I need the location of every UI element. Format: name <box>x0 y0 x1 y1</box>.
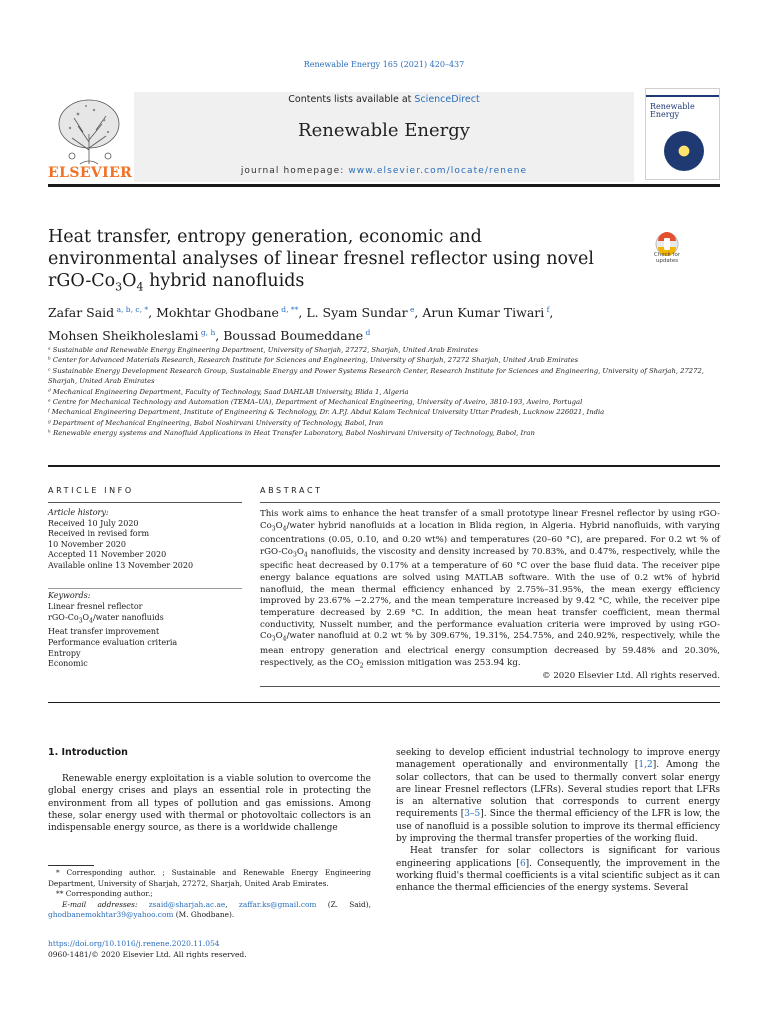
author-separator: , <box>215 328 224 344</box>
author-separator: , <box>298 305 307 321</box>
author-affiliation-mark[interactable]: f <box>544 305 550 314</box>
author-list <box>48 300 688 346</box>
paragraph-text: Heat transfer for solar collectors is significant for various engineering applications [ <box>396 846 720 869</box>
email-link[interactable]: ghodbanemokhtar39@yahoo.com <box>48 910 174 920</box>
abstract-subscript: 3 <box>271 525 276 533</box>
keyword-subscript: 4 <box>89 617 93 625</box>
reference-link[interactable]: 3–5 <box>464 809 481 820</box>
abstract-copyright: © 2020 Elsevier Ltd. All rights reserved. <box>542 671 720 681</box>
keyword-text: /water nanofluids <box>92 612 164 622</box>
abstract-bottom-rule <box>260 686 720 687</box>
title-text: hybrid nanofluids <box>143 271 305 291</box>
footnote-rule <box>48 865 94 866</box>
author-separator: , <box>414 305 423 321</box>
author-name[interactable]: Boussad Boumeddane <box>223 328 364 344</box>
author-name[interactable]: Zafar Said <box>48 305 115 321</box>
abstract-subscript: 4 <box>282 525 287 533</box>
journal-citation[interactable]: Renewable Energy 165 (2021) 420–437 <box>303 60 465 69</box>
abstract-span: O <box>275 631 283 642</box>
article-title <box>48 226 608 299</box>
contents-line <box>134 94 634 105</box>
keywords-label: Keywords: <box>48 591 91 600</box>
affiliation: ᵇ Center for Advanced Materials Research, Research Institute for Sciences and Engineering, University of Sharjah, 27272 Sharjah, United Arab Emirates <box>48 356 579 365</box>
footnote-star: * Corresponding author. ; Sustainable and Renewable Energy Engineering Department, University of Sharjah, 27272, Sharjah, United Arab Emirates. <box>48 868 371 888</box>
author-affiliation-mark[interactable]: g, h <box>198 328 216 338</box>
affiliation: ʰ Renewable energy systems and Nanofluid Applications in Heat Transfer Laboratory, Babol Noshirvani University of Technology, Babol, Iran <box>48 429 535 438</box>
paragraph: Renewable energy exploitation is a viable solution to overcome the global energy crises and plays an essential role in protecting the environment from all types of pollution and gas emissions. Among these, solar energy used with thermal or photovoltaic collectors is an indispensable energy source, as there is a worldwide challenge <box>48 774 371 834</box>
keyword: Economic <box>48 659 88 669</box>
cover-sun-graphic <box>664 131 704 171</box>
abstract-span: emission mitigation was 253.94 kg. <box>363 657 521 668</box>
abstract-span: O <box>296 546 304 557</box>
keyword-text: rGO-Co <box>48 612 79 622</box>
paragraph-text: ]. Among the solar collectors, that can be used to thermally convert solar energy are linear Fresnel reflectors (LFRs). Several studies report that LFRs is an alternative solution that corresponds to current energy requirements [ <box>396 760 720 820</box>
affiliation: ᵍ Department of Mechanical Engineering, Babol Noshirvani University of Technology, Babol, Iran <box>48 418 384 427</box>
title-subscript: 3 <box>115 280 123 294</box>
paragraph-text: seeking to develop efficient industrial technology to improve energy management operationally and environmentally [ <box>396 748 720 771</box>
article-history <box>48 508 242 572</box>
affiliation: ᵈ Mechanical Engineering Department, Faculty of Technology, Saad DAHLAB University, Blida 1, Algeria <box>48 387 409 396</box>
affiliation: ᵃ Sustainable and Renewable Energy Engineering Department, University of Sharjah, 27272, Sharjah, United Arab Emirates <box>48 346 478 354</box>
author-affiliation-mark[interactable]: d <box>363 328 371 338</box>
history-entry: Accepted 11 November 2020 <box>48 550 167 560</box>
author-name[interactable]: L. Syam Sundar <box>306 305 408 321</box>
issn-copyright: 0960-1481/© 2020 Elsevier Ltd. All rights reserved. <box>48 950 247 959</box>
abstract-span: O <box>275 520 283 531</box>
email-link[interactable]: zsaid@sharjah.ac.ae <box>148 899 226 909</box>
keyword: Linear fresnel reflector <box>48 601 143 611</box>
history-entry: Received in revised form <box>48 529 150 539</box>
body-column-right <box>396 747 720 895</box>
cover-title: Renewable Energy <box>650 102 695 119</box>
homepage-link[interactable]: www.elsevier.com/locate/renene <box>348 166 528 176</box>
article-info-heading: ARTICLE INFO <box>48 486 134 495</box>
history-entry: Available online 13 November 2020 <box>48 560 194 570</box>
check-for-updates-icon[interactable] <box>646 230 688 270</box>
header-rule <box>48 184 720 187</box>
keyword-text: O <box>82 612 90 622</box>
journal-title: Renewable Energy <box>298 120 470 141</box>
journal-homepage <box>134 166 634 176</box>
abstract-span: /water hybrid nanofluids at a location in Blida region, in Algeria. Hybrid nanofluids, with varying concentrations (0.05, 0.10, and 0.20 wt%) and temperatures (20–60 °C), are prepared. For 0.2 wt % of rGO-Co <box>260 520 720 557</box>
homepage-prefix: journal homepage: <box>240 166 349 176</box>
keywords-rule <box>48 588 242 589</box>
affiliation: ᶜ Sustainable Energy Development Research Group, Sustainable Energy and Power Systems Research Center, Research Institute for Sciences and Engineering, University of Sharjah, 27272, Sharjah, United Arab Emirates <box>48 366 704 386</box>
affiliation: ᵉ Centre for Mechanical Technology and Automation (TEMA–UA), Department of Mechanical Engineering, University of Aveiro, 3810-193, Aveiro, Portugal <box>48 398 583 407</box>
history-entry: Received 10 July 2020 <box>48 518 139 528</box>
email-owner: (Z. Said), <box>316 899 372 909</box>
abstract-text <box>260 509 720 672</box>
abstract-subscript: 4 <box>282 636 287 644</box>
title-text: O <box>122 271 137 291</box>
abstract-span: nanofluids, the viscosity and density increased by 70.83%, and 0.47%, respectively, while the specific heat decreased by 0.17% at a temperature of 60 °C over the base fluid data. The receiver pipe energy balance equations are solved using MATLAB software. With the use of 0.2 wt% of hybrid nanofluid, the mean thermal efficiency enhanced by 2.75%–31.95%, the mean exergy efficiency improved by 23.67% −2.27%, and the mean temperature increased by 9.42 °C, while, the receiver pipe temperature decreased by 2.69 °C. In addition, the mean heat transfer coefficient, mean thermal conductivity, Nusselt number, and the performance evaluation criteria were improved by using rGO-Co <box>260 546 720 642</box>
author-affiliation-mark[interactable]: e <box>407 305 415 314</box>
affiliation-list <box>48 345 720 439</box>
author-separator: , <box>148 305 157 321</box>
author-name[interactable]: Arun Kumar Tiwari <box>422 305 545 321</box>
paragraph-text: ]. Consequently, the improvement in the working fluid's thermal coefficients is a vital scientific subject as it can enhance the thermal efficiencies of the energy systems. Several <box>396 858 720 894</box>
abstract-subscript: 3 <box>293 551 297 559</box>
email-label: E-mail addresses: <box>62 899 149 909</box>
abstract-subscript: 3 <box>271 636 276 644</box>
reference-link[interactable]: 1,2 <box>638 760 653 771</box>
keyword <box>48 613 242 627</box>
contents-prefix: Contents lists available at <box>288 94 415 105</box>
article-info-rule <box>48 502 242 503</box>
author-separator: , <box>549 305 554 321</box>
title-text: Heat transfer, entropy generation, economic and environmental analyses of linear fresnel reflector using novel rGO-Co <box>48 227 594 291</box>
author-affiliation-mark[interactable]: d, ** <box>278 305 299 314</box>
section-heading-introduction: 1. Introduction <box>48 747 128 758</box>
keyword: Entropy <box>48 648 81 658</box>
body-column-left <box>48 773 371 834</box>
doi-link[interactable]: https://doi.org/10.1016/j.renene.2020.11.054 <box>48 939 220 948</box>
abstract-span: This work aims to enhance the heat transfer of a small prototype linear Fresnel reflector by using rGO-Co <box>260 509 720 531</box>
email-owner: (M. Ghodbane). <box>173 910 235 920</box>
history-label: Article history: <box>48 508 109 517</box>
history-entry: 10 November 2020 <box>48 539 126 549</box>
elsevier-wordmark: ELSEVIER <box>48 165 133 181</box>
footnote-star: ** Corresponding author.; <box>56 889 153 899</box>
keyword: Performance evaluation criteria <box>48 637 178 647</box>
abstract-span: /water nanofluid at 0.2 wt % by 309.67%, 19.31%, 254.75%, and 240.92%, respectively, while the mean entropy generation and electrical energy consumption decreased by 59.48% and 20.30%, respectively, as the CO <box>260 631 720 668</box>
keyword: Heat transfer improvement <box>48 626 160 636</box>
keywords-list <box>48 591 242 670</box>
paragraph <box>396 747 720 845</box>
author-name[interactable]: Mokhtar Ghodbane <box>156 305 279 321</box>
footnote-emails: E-mail addresses: zsaid@sharjah.ac.ae, zaffar.ks@gmail.com (Z. Said), ghodbanemokhtar39@yahoo.com (M. Ghodbane). <box>48 899 372 920</box>
author-affiliation-mark[interactable]: a, b, c, * <box>114 305 149 314</box>
keyword-subscript: 3 <box>78 617 83 625</box>
check-for-updates-label[interactable]: Check for updates <box>653 252 681 264</box>
affiliation: ᶠ Mechanical Engineering Department, Institute of Engineering & Technology, Dr. A.P.J. Abdul Kalam Technical University Uttar Pradesh, Lucknow 226021, India <box>48 408 605 417</box>
abstract-heading: ABSTRACT <box>260 486 323 495</box>
author-name[interactable]: Mohsen Sheikholeslami <box>48 328 199 344</box>
abstract-subscript: 4 <box>303 551 308 559</box>
abstract-subscript: 2 <box>359 662 364 670</box>
paragraph <box>396 845 720 894</box>
journal-cover-thumbnail[interactable] <box>645 88 720 180</box>
reference-link[interactable]: 6 <box>519 858 526 869</box>
cover-band <box>646 95 720 97</box>
abstract-rule <box>260 502 720 503</box>
section-rule <box>48 702 720 703</box>
corresponding-author-footnote <box>48 868 371 921</box>
sciencedirect-link[interactable]: ScienceDirect <box>414 94 480 105</box>
paragraph-text: ]. Since the thermal efficiency of the LFR is low, the use of nanofluid is a possible solution to improve its thermal efficiency by improving the thermal transfer properties of the working fluid. <box>396 809 720 845</box>
section-rule <box>48 465 720 467</box>
email-link[interactable]: zaffar.ks@gmail.com <box>238 899 317 909</box>
title-subscript: 4 <box>136 280 144 294</box>
